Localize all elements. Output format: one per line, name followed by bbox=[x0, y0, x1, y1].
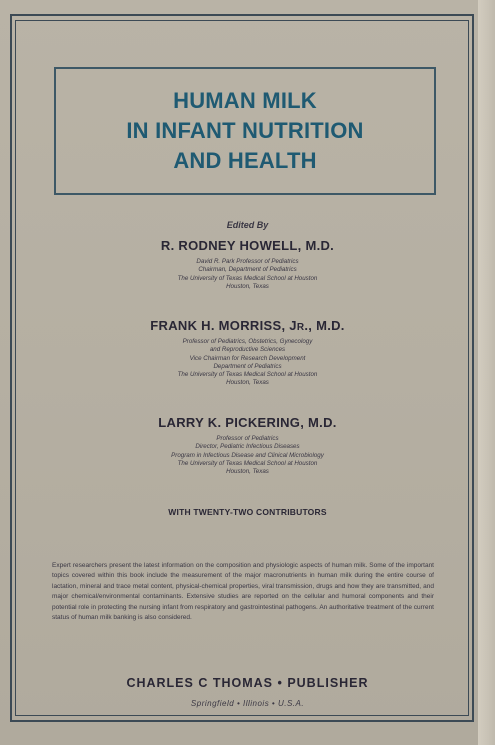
affiliation-line: The University of Texas Medical School at Houston bbox=[177, 274, 318, 282]
affiliation-line: David R. Park Professor of Pediatrics bbox=[196, 258, 299, 265]
author-name-pickering: LARRY K. PICKERING, M.D. bbox=[158, 415, 337, 430]
title-line-1: HUMAN MILK bbox=[173, 88, 317, 113]
book-description: Expert researchers present the latest information on the composition and physiologic aspects of human milk. Some of the important topics covered within this book include the measurement of the major macronutrients in human milk during the entire course of lactation, mineral and trace metal content, physical-chemical properties, viral transmission, drugs and how they are transmitted, and major chemical/environmental contaminants. Extensive studies are reported on the cellular and humoral components and their potential role in protecting the nursing infant from respiratory and gastrointestinal pathogens. An authoritative treatment of the current status of human milk banking is also considered. bbox=[52, 562, 434, 622]
affiliation-line: and Reproductive Sciences bbox=[209, 346, 286, 354]
author-name-howell: R. RODNEY HOWELL, M.D. bbox=[160, 238, 335, 253]
affiliation-line: Professor of Pediatrics, Obstetrics, Gynecology bbox=[182, 338, 313, 345]
affiliation-line: Director, Pediatric Infectious Diseases bbox=[195, 443, 300, 451]
affiliation-line: Professor of Pediatrics bbox=[216, 435, 279, 442]
author-affiliation-morriss bbox=[0, 338, 495, 388]
author-affiliation-howell bbox=[0, 258, 495, 291]
affiliation-line: Program in Infectious Disease and Clinical Microbiology bbox=[171, 451, 324, 459]
edited-by-label: Edited By bbox=[226, 220, 269, 230]
publisher-name: CHARLES C THOMAS • PUBLISHER bbox=[126, 676, 369, 690]
author-name-morriss bbox=[0, 318, 495, 333]
contributors-note: WITH TWENTY-TWO CONTRIBUTORS bbox=[168, 507, 327, 517]
title-box bbox=[54, 67, 436, 195]
affiliation-line: Vice Chairman for Research Development bbox=[189, 354, 306, 362]
publisher-location: Springfield • Illinois • U.S.A. bbox=[190, 699, 305, 708]
affiliation-line: The University of Texas Medical School at Houston bbox=[177, 371, 318, 379]
affiliation-line: Houston, Texas bbox=[226, 379, 269, 387]
author-name-suffix: R bbox=[296, 322, 305, 333]
affiliation-line: Houston, Texas bbox=[226, 282, 269, 290]
author-affiliation-pickering bbox=[0, 435, 495, 476]
title-line-2: IN INFANT NUTRITION bbox=[126, 118, 364, 143]
affiliation-line: Chairman, Department of Pediatrics bbox=[198, 266, 297, 274]
title-line-3: AND HEALTH bbox=[173, 148, 317, 173]
affiliation-line: Department of Pediatrics bbox=[213, 362, 282, 370]
author-name-tail: ., M.D. bbox=[304, 318, 345, 333]
author-name-main: FRANK H. MORRISS, J bbox=[150, 318, 297, 333]
affiliation-line: Houston, Texas bbox=[226, 468, 269, 476]
affiliation-line: The University of Texas Medical School at Houston bbox=[177, 459, 318, 467]
